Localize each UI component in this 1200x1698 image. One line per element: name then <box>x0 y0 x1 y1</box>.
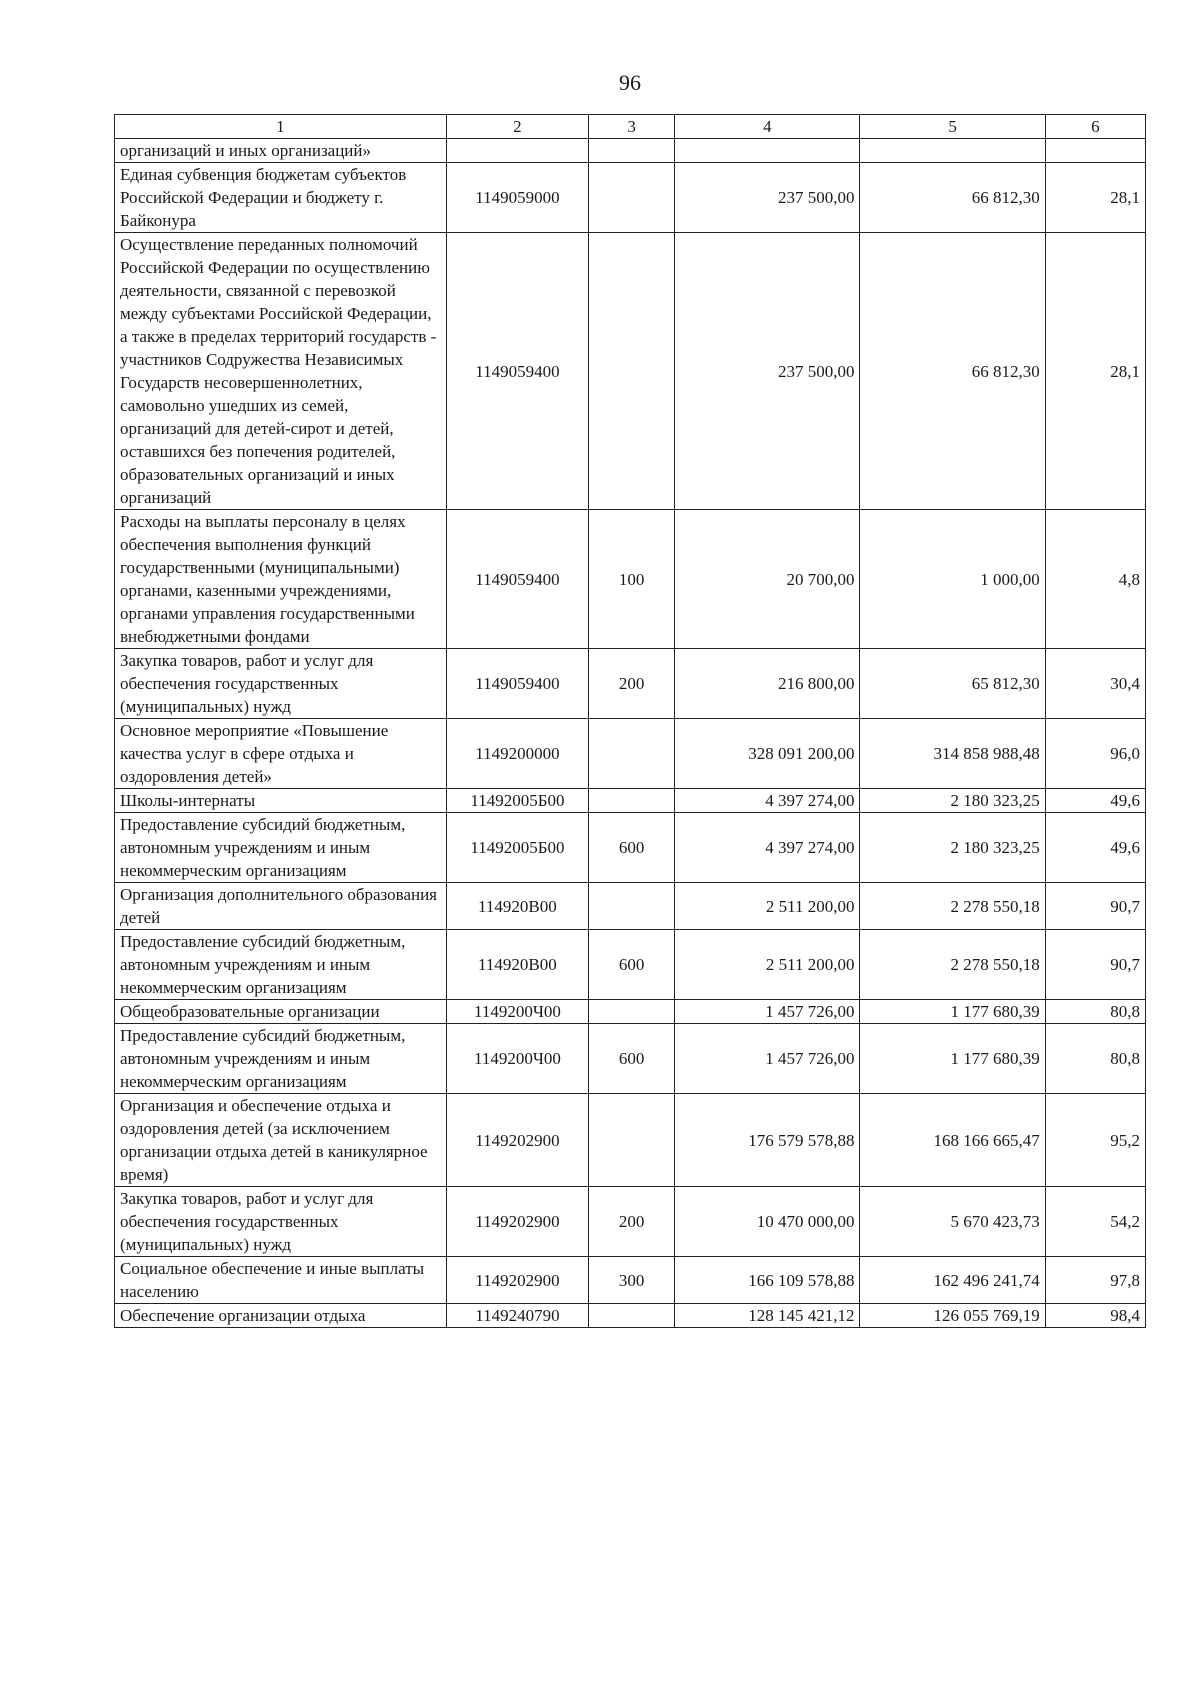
row-code-cell: 11492005Б00 <box>446 813 588 883</box>
row-type-cell <box>589 1304 675 1328</box>
table-row <box>115 719 1146 789</box>
row-plan-cell: 166 109 578,88 <box>675 1257 860 1304</box>
row-type-cell: 200 <box>589 649 675 719</box>
table-row <box>115 1000 1146 1024</box>
row-name-cell: Закупка товаров, работ и услуг для обеспечения государственных (муниципальных) нужд <box>115 1187 447 1257</box>
row-type-cell: 300 <box>589 1257 675 1304</box>
table-row <box>115 789 1146 813</box>
row-percent-cell: 80,8 <box>1045 1000 1145 1024</box>
row-fact-cell: 314 858 988,48 <box>860 719 1045 789</box>
row-name-cell: Осуществление переданных полномочий Российской Федерации по осуществлению деятельности, связанной с перевозкой между субъектами Российской Федерации, а также в пределах территорий государств - участников Содружества Независимых Государств несовершеннолетних, самовольно ушедших из семей, организаций для детей-сирот и детей, оставшихся без попечения родителей, образовательных организаций и иных организаций <box>115 233 447 510</box>
row-code-cell: 1149202900 <box>446 1094 588 1187</box>
row-code-cell: 1149200Ч00 <box>446 1024 588 1094</box>
row-code-cell: 1149059400 <box>446 233 588 510</box>
row-name-cell: Единая субвенция бюджетам субъектов Российской Федерации и бюджету г. Байконура <box>115 163 447 233</box>
row-code-cell: 1149059400 <box>446 649 588 719</box>
row-percent-cell <box>1045 139 1145 163</box>
budget-table <box>114 114 1146 1328</box>
row-code-cell: 114920В00 <box>446 883 588 930</box>
row-plan-cell: 2 511 200,00 <box>675 930 860 1000</box>
row-name-cell: организаций и иных организаций» <box>115 139 447 163</box>
row-plan-cell: 10 470 000,00 <box>675 1187 860 1257</box>
row-fact-cell: 65 812,30 <box>860 649 1045 719</box>
row-plan-cell: 2 511 200,00 <box>675 883 860 930</box>
row-code-cell <box>446 139 588 163</box>
row-percent-cell: 28,1 <box>1045 233 1145 510</box>
row-code-cell: 11492005Б00 <box>446 789 588 813</box>
row-fact-cell: 1 000,00 <box>860 510 1045 649</box>
row-percent-cell: 90,7 <box>1045 883 1145 930</box>
row-code-cell: 1149200Ч00 <box>446 1000 588 1024</box>
row-percent-cell: 30,4 <box>1045 649 1145 719</box>
row-type-cell <box>589 719 675 789</box>
row-percent-cell: 49,6 <box>1045 813 1145 883</box>
page-number: 96 <box>619 70 641 95</box>
column-header: 2 <box>446 115 588 139</box>
row-fact-cell: 162 496 241,74 <box>860 1257 1045 1304</box>
row-fact-cell <box>860 139 1045 163</box>
row-fact-cell: 1 177 680,39 <box>860 1000 1045 1024</box>
row-plan-cell: 216 800,00 <box>675 649 860 719</box>
table-row <box>115 233 1146 510</box>
row-plan-cell: 1 457 726,00 <box>675 1024 860 1094</box>
row-percent-cell: 54,2 <box>1045 1187 1145 1257</box>
table-header-row <box>115 115 1146 139</box>
row-type-cell <box>589 1094 675 1187</box>
row-type-cell: 600 <box>589 930 675 1000</box>
row-plan-cell <box>675 139 860 163</box>
table-row <box>115 139 1146 163</box>
row-fact-cell: 168 166 665,47 <box>860 1094 1045 1187</box>
table-row <box>115 1304 1146 1328</box>
row-plan-cell: 328 091 200,00 <box>675 719 860 789</box>
row-percent-cell: 98,4 <box>1045 1304 1145 1328</box>
row-plan-cell: 128 145 421,12 <box>675 1304 860 1328</box>
row-code-cell: 114920В00 <box>446 930 588 1000</box>
row-type-cell: 600 <box>589 1024 675 1094</box>
row-name-cell: Закупка товаров, работ и услуг для обеспечения государственных (муниципальных) нужд <box>115 649 447 719</box>
row-name-cell: Предоставление субсидий бюджетным, автономным учреждениям и иным некоммерческим организациям <box>115 813 447 883</box>
row-type-cell <box>589 883 675 930</box>
table-body <box>115 139 1146 1328</box>
column-header: 3 <box>589 115 675 139</box>
row-type-cell <box>589 1000 675 1024</box>
row-fact-cell: 66 812,30 <box>860 233 1045 510</box>
row-code-cell: 1149200000 <box>446 719 588 789</box>
row-code-cell: 1149202900 <box>446 1187 588 1257</box>
row-percent-cell: 49,6 <box>1045 789 1145 813</box>
table-row <box>115 649 1146 719</box>
table-row <box>115 1024 1146 1094</box>
row-name-cell: Организация дополнительного образования детей <box>115 883 447 930</box>
row-percent-cell: 90,7 <box>1045 930 1145 1000</box>
row-fact-cell: 2 278 550,18 <box>860 883 1045 930</box>
row-name-cell: Основное мероприятие «Повышение качества услуг в сфере отдыха и оздоровления детей» <box>115 719 447 789</box>
row-type-cell: 200 <box>589 1187 675 1257</box>
row-name-cell: Социальное обеспечение и иные выплаты населению <box>115 1257 447 1304</box>
row-plan-cell: 20 700,00 <box>675 510 860 649</box>
column-header: 1 <box>115 115 447 139</box>
row-plan-cell: 1 457 726,00 <box>675 1000 860 1024</box>
row-name-cell: Школы-интернаты <box>115 789 447 813</box>
table-row <box>115 1094 1146 1187</box>
row-fact-cell: 2 278 550,18 <box>860 930 1045 1000</box>
row-code-cell: 1149202900 <box>446 1257 588 1304</box>
row-code-cell: 1149059400 <box>446 510 588 649</box>
row-type-cell <box>589 139 675 163</box>
row-type-cell <box>589 163 675 233</box>
row-type-cell <box>589 233 675 510</box>
row-plan-cell: 4 397 274,00 <box>675 813 860 883</box>
row-fact-cell: 66 812,30 <box>860 163 1045 233</box>
row-name-cell: Предоставление субсидий бюджетным, автономным учреждениям и иным некоммерческим организациям <box>115 1024 447 1094</box>
row-percent-cell: 4,8 <box>1045 510 1145 649</box>
row-plan-cell: 176 579 578,88 <box>675 1094 860 1187</box>
row-name-cell: Общеобразовательные организации <box>115 1000 447 1024</box>
column-header: 4 <box>675 115 860 139</box>
row-fact-cell: 5 670 423,73 <box>860 1187 1045 1257</box>
row-code-cell: 1149240790 <box>446 1304 588 1328</box>
table-row <box>115 813 1146 883</box>
row-code-cell: 1149059000 <box>446 163 588 233</box>
row-percent-cell: 96,0 <box>1045 719 1145 789</box>
row-percent-cell: 80,8 <box>1045 1024 1145 1094</box>
row-type-cell: 100 <box>589 510 675 649</box>
table-row <box>115 163 1146 233</box>
row-name-cell: Организация и обеспечение отдыха и оздоровления детей (за исключением организации отдыха детей в каникулярное время) <box>115 1094 447 1187</box>
column-header: 6 <box>1045 115 1145 139</box>
row-type-cell <box>589 789 675 813</box>
row-type-cell: 600 <box>589 813 675 883</box>
row-fact-cell: 1 177 680,39 <box>860 1024 1045 1094</box>
row-plan-cell: 237 500,00 <box>675 233 860 510</box>
row-plan-cell: 237 500,00 <box>675 163 860 233</box>
row-percent-cell: 95,2 <box>1045 1094 1145 1187</box>
row-fact-cell: 2 180 323,25 <box>860 813 1045 883</box>
row-name-cell: Обеспечение организации отдыха <box>115 1304 447 1328</box>
row-percent-cell: 28,1 <box>1045 163 1145 233</box>
row-plan-cell: 4 397 274,00 <box>675 789 860 813</box>
row-name-cell: Расходы на выплаты персоналу в целях обеспечения выполнения функций государственными (муниципальными) органами, казенными учреждениями, органами управления государственными внебюджетными фондами <box>115 510 447 649</box>
table-row <box>115 930 1146 1000</box>
table-row <box>115 1187 1146 1257</box>
row-fact-cell: 126 055 769,19 <box>860 1304 1045 1328</box>
row-percent-cell: 97,8 <box>1045 1257 1145 1304</box>
table-row <box>115 510 1146 649</box>
row-fact-cell: 2 180 323,25 <box>860 789 1045 813</box>
table-row <box>115 1257 1146 1304</box>
row-name-cell: Предоставление субсидий бюджетным, автономным учреждениям и иным некоммерческим организациям <box>115 930 447 1000</box>
table-row <box>115 883 1146 930</box>
column-header: 5 <box>860 115 1045 139</box>
